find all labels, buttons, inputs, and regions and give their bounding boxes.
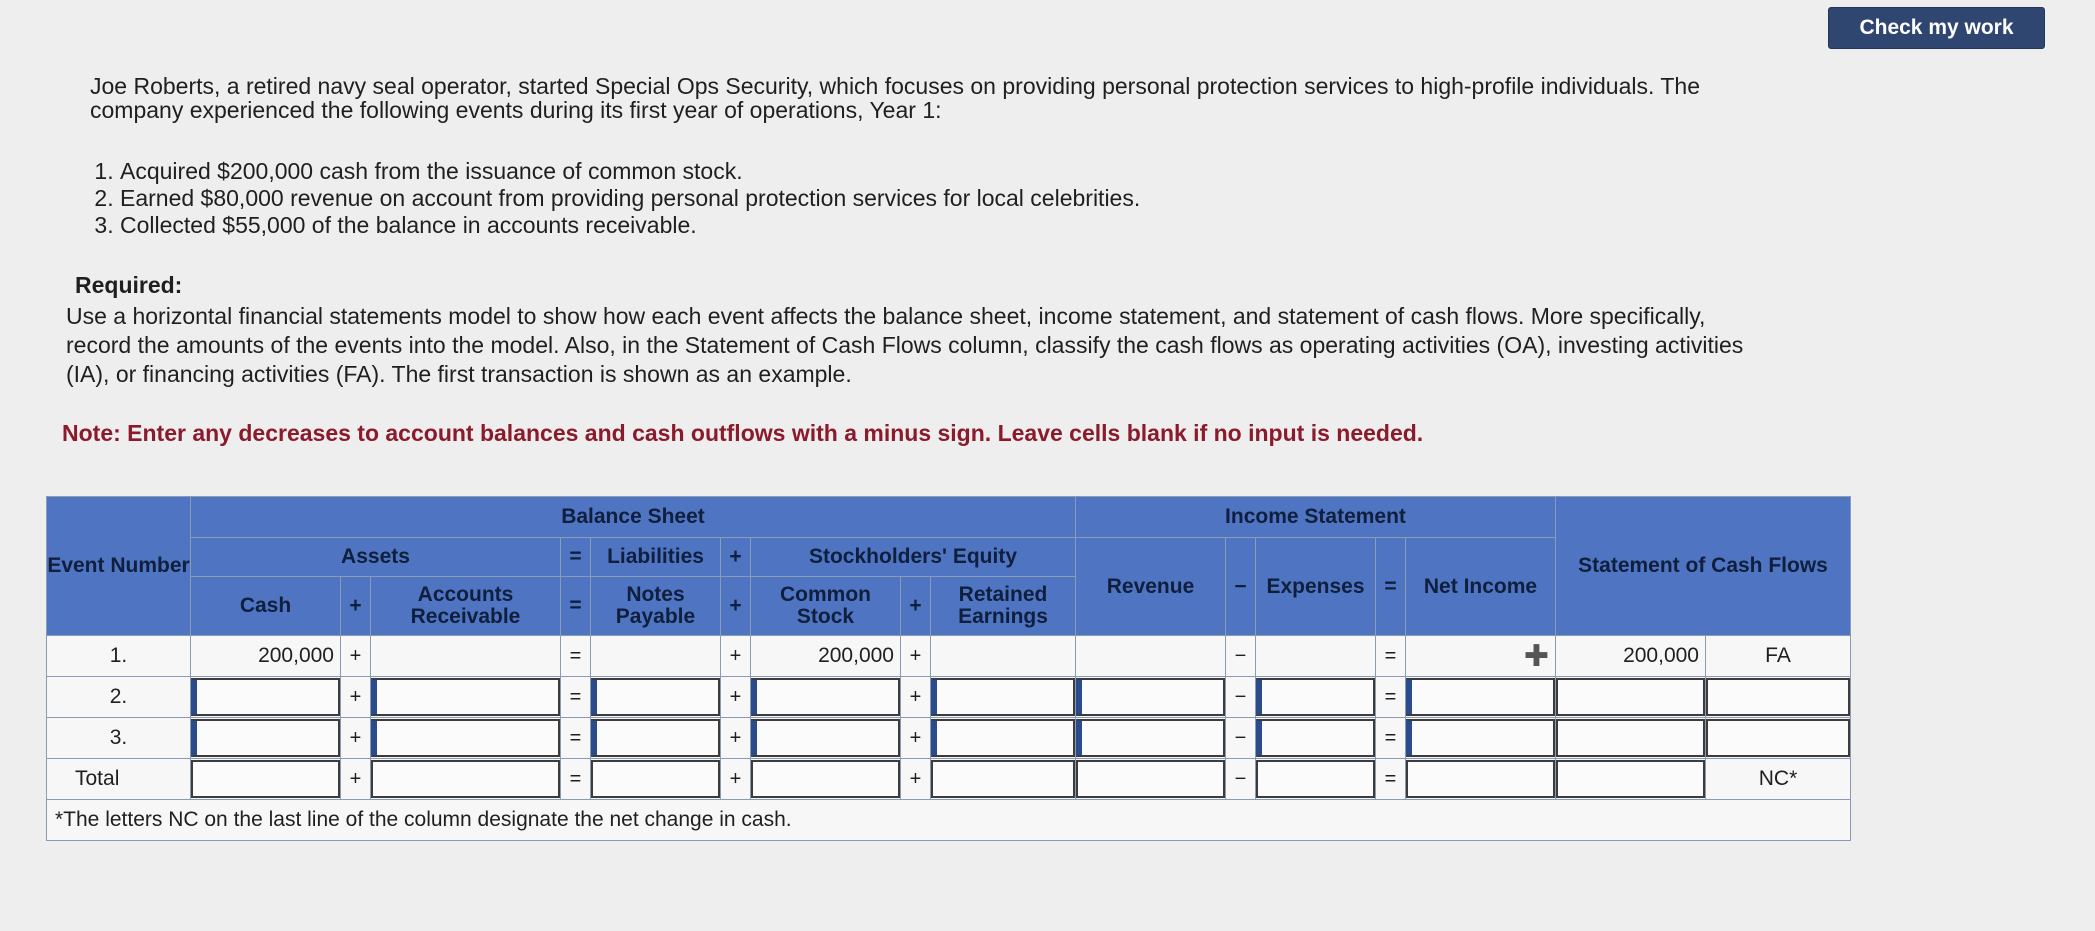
- ar-input[interactable]: [371, 678, 560, 716]
- event-list: [92, 158, 1140, 239]
- note-text: Note: Enter any decreases to account balances and cash outflows with a minus sign. Leave cells blank if no input is needed.: [62, 420, 1424, 446]
- net-income-header: Net Income: [1406, 538, 1556, 636]
- total-label: Total: [47, 759, 191, 800]
- expenses-header: Expenses: [1256, 538, 1376, 636]
- expenses-value: [1256, 636, 1376, 677]
- net-income-value: [1406, 636, 1556, 677]
- cf-amount-cell: [1556, 677, 1706, 718]
- np-cell: [591, 759, 721, 800]
- ar-input[interactable]: [371, 719, 560, 757]
- cf-amount-cell: [1556, 759, 1706, 800]
- ar-cell: [371, 759, 561, 800]
- net-income-total-input[interactable]: [1406, 760, 1555, 798]
- notes-payable-header: Notes Payable: [591, 577, 721, 636]
- event-item: 1. Acquired $200,000 cash from the issuance of common stock.: [120, 158, 1140, 185]
- net-income-cell: [1406, 718, 1556, 759]
- net-income-cell: [1406, 759, 1556, 800]
- revenue-header: Revenue: [1076, 538, 1226, 636]
- equals-op: =: [561, 759, 591, 800]
- cf-class-input[interactable]: [1706, 678, 1850, 716]
- re-input[interactable]: [931, 678, 1075, 716]
- expenses-total-input[interactable]: [1256, 760, 1375, 798]
- cs-value: 200,000: [751, 636, 901, 677]
- common-stock-header: Common Stock: [751, 577, 901, 636]
- equals-op: =: [1376, 677, 1406, 718]
- plus-op: +: [341, 677, 371, 718]
- equals-op: =: [561, 636, 591, 677]
- table-row-total: [47, 759, 1851, 800]
- plus-op: +: [721, 636, 751, 677]
- event-item: 3. Collected $55,000 of the balance in accounts receivable.: [120, 212, 1140, 239]
- re-cell: [931, 759, 1076, 800]
- cf-class-total: NC*: [1706, 759, 1851, 800]
- cash-cell: [191, 718, 341, 759]
- cash-input[interactable]: [191, 678, 340, 716]
- plus-op: +: [341, 577, 371, 636]
- expenses-input[interactable]: [1256, 719, 1375, 757]
- cursor-crosshair-icon: ✚: [1523, 639, 1549, 673]
- cf-amount-total-input[interactable]: [1556, 760, 1705, 798]
- cf-class-value: FA: [1706, 636, 1851, 677]
- check-my-work-button[interactable]: Check my work: [1828, 7, 2045, 49]
- cash-flows-header: Statement of Cash Flows: [1556, 497, 1851, 636]
- stockholders-equity-header: Stockholders' Equity: [751, 538, 1076, 577]
- revenue-input[interactable]: [1076, 678, 1225, 716]
- np-total-input[interactable]: [591, 760, 720, 798]
- revenue-cell: [1076, 718, 1226, 759]
- cf-amount-input[interactable]: [1556, 719, 1705, 757]
- minus-op: −: [1226, 718, 1256, 759]
- plus-op: +: [901, 759, 931, 800]
- cf-class-input[interactable]: [1706, 719, 1850, 757]
- table-row: [47, 718, 1851, 759]
- cf-amount-value: 200,000: [1556, 636, 1706, 677]
- plus-op: +: [341, 718, 371, 759]
- plus-op: +: [721, 577, 751, 636]
- plus-op: +: [721, 677, 751, 718]
- revenue-value: [1076, 636, 1226, 677]
- cash-header: Cash: [191, 577, 341, 636]
- net-income-input[interactable]: [1406, 719, 1555, 757]
- revenue-cell: [1076, 759, 1226, 800]
- event-label: 2.: [47, 677, 191, 718]
- cash-cell: [191, 759, 341, 800]
- balance-sheet-header: Balance Sheet: [191, 497, 1076, 538]
- cf-amount-input[interactable]: [1556, 678, 1705, 716]
- ar-value: [371, 636, 561, 677]
- financial-statements-model-table: [46, 496, 1851, 841]
- equals-op: =: [1376, 759, 1406, 800]
- plus-op: +: [721, 759, 751, 800]
- cf-class-cell: [1706, 677, 1851, 718]
- plus-op: +: [901, 636, 931, 677]
- revenue-total-input[interactable]: [1076, 760, 1225, 798]
- plus-op: +: [341, 759, 371, 800]
- plus-op: +: [341, 636, 371, 677]
- problem-intro: Joe Roberts, a retired navy seal operator, started Special Ops Security, which focuses on providing personal protection services to high-profile individuals. The company experienced the following events during its first year of operations, Year 1:: [90, 73, 1700, 123]
- np-input[interactable]: [591, 719, 720, 757]
- accounts-receivable-header: Accounts Receivable: [371, 577, 561, 636]
- event-number-header: Event Number: [47, 497, 191, 636]
- cs-cell: [751, 718, 901, 759]
- re-cell: [931, 677, 1076, 718]
- required-heading: Required:: [75, 272, 183, 298]
- revenue-cell: [1076, 677, 1226, 718]
- cs-total-input[interactable]: [751, 760, 900, 798]
- plus-op: +: [901, 677, 931, 718]
- cash-input[interactable]: [191, 719, 340, 757]
- expenses-cell: [1256, 718, 1376, 759]
- table-row: [47, 636, 1851, 677]
- np-value: [591, 636, 721, 677]
- table-row: [47, 677, 1851, 718]
- footnote: *The letters NC on the last line of the column designate the net change in cash.: [47, 800, 1851, 841]
- ar-cell: [371, 677, 561, 718]
- np-input[interactable]: [591, 678, 720, 716]
- equals-op: =: [1376, 636, 1406, 677]
- expenses-input[interactable]: [1256, 678, 1375, 716]
- event-item: 2. Earned $80,000 revenue on account from providing personal protection services for local celebrities.: [120, 185, 1140, 212]
- ar-total-input[interactable]: [371, 760, 560, 798]
- expenses-cell: [1256, 759, 1376, 800]
- retained-earnings-header: Retained Earnings: [931, 577, 1076, 636]
- cs-cell: [751, 759, 901, 800]
- cs-input[interactable]: [751, 719, 900, 757]
- plus-op: +: [721, 718, 751, 759]
- required-text: Use a horizontal financial statements model to show how each event affects the balance sheet, income statement, and statement of cash flows. More specifically, record the amounts of the events into the model. Also, in the Statement of Cash Flows column, classify the cash flows as operating activities (OA), investing activities (IA), or financing activities (FA). The first transaction is shown as an example.: [66, 303, 1744, 387]
- minus-op: −: [1226, 538, 1256, 636]
- cash-total-input[interactable]: [191, 760, 340, 798]
- minus-op: −: [1226, 759, 1256, 800]
- assets-header: Assets: [191, 538, 561, 577]
- ar-cell: [371, 718, 561, 759]
- cf-class-cell: [1706, 718, 1851, 759]
- cs-cell: [751, 677, 901, 718]
- plus-op: +: [721, 538, 751, 577]
- event-label: 3.: [47, 718, 191, 759]
- equals-op: =: [561, 718, 591, 759]
- event-label: 1.: [47, 636, 191, 677]
- income-statement-header: Income Statement: [1076, 497, 1556, 538]
- net-income-cell: [1406, 677, 1556, 718]
- re-input[interactable]: [931, 719, 1075, 757]
- net-income-input[interactable]: [1406, 678, 1555, 716]
- re-cell: [931, 718, 1076, 759]
- equals-op: =: [1376, 718, 1406, 759]
- equals-op: =: [561, 677, 591, 718]
- plus-op: +: [901, 718, 931, 759]
- revenue-input[interactable]: [1076, 719, 1225, 757]
- np-cell: [591, 677, 721, 718]
- cf-amount-cell: [1556, 718, 1706, 759]
- equals-op: =: [561, 538, 591, 577]
- liabilities-header: Liabilities: [591, 538, 721, 577]
- minus-op: −: [1226, 677, 1256, 718]
- footnote-row: [47, 800, 1851, 841]
- np-cell: [591, 718, 721, 759]
- cs-input[interactable]: [751, 678, 900, 716]
- cash-value: 200,000: [191, 636, 341, 677]
- cash-cell: [191, 677, 341, 718]
- equals-op: =: [561, 577, 591, 636]
- re-value: [931, 636, 1076, 677]
- re-total-input[interactable]: [931, 760, 1075, 798]
- expenses-cell: [1256, 677, 1376, 718]
- plus-op: +: [901, 577, 931, 636]
- equals-op: =: [1376, 538, 1406, 636]
- minus-op: −: [1226, 636, 1256, 677]
